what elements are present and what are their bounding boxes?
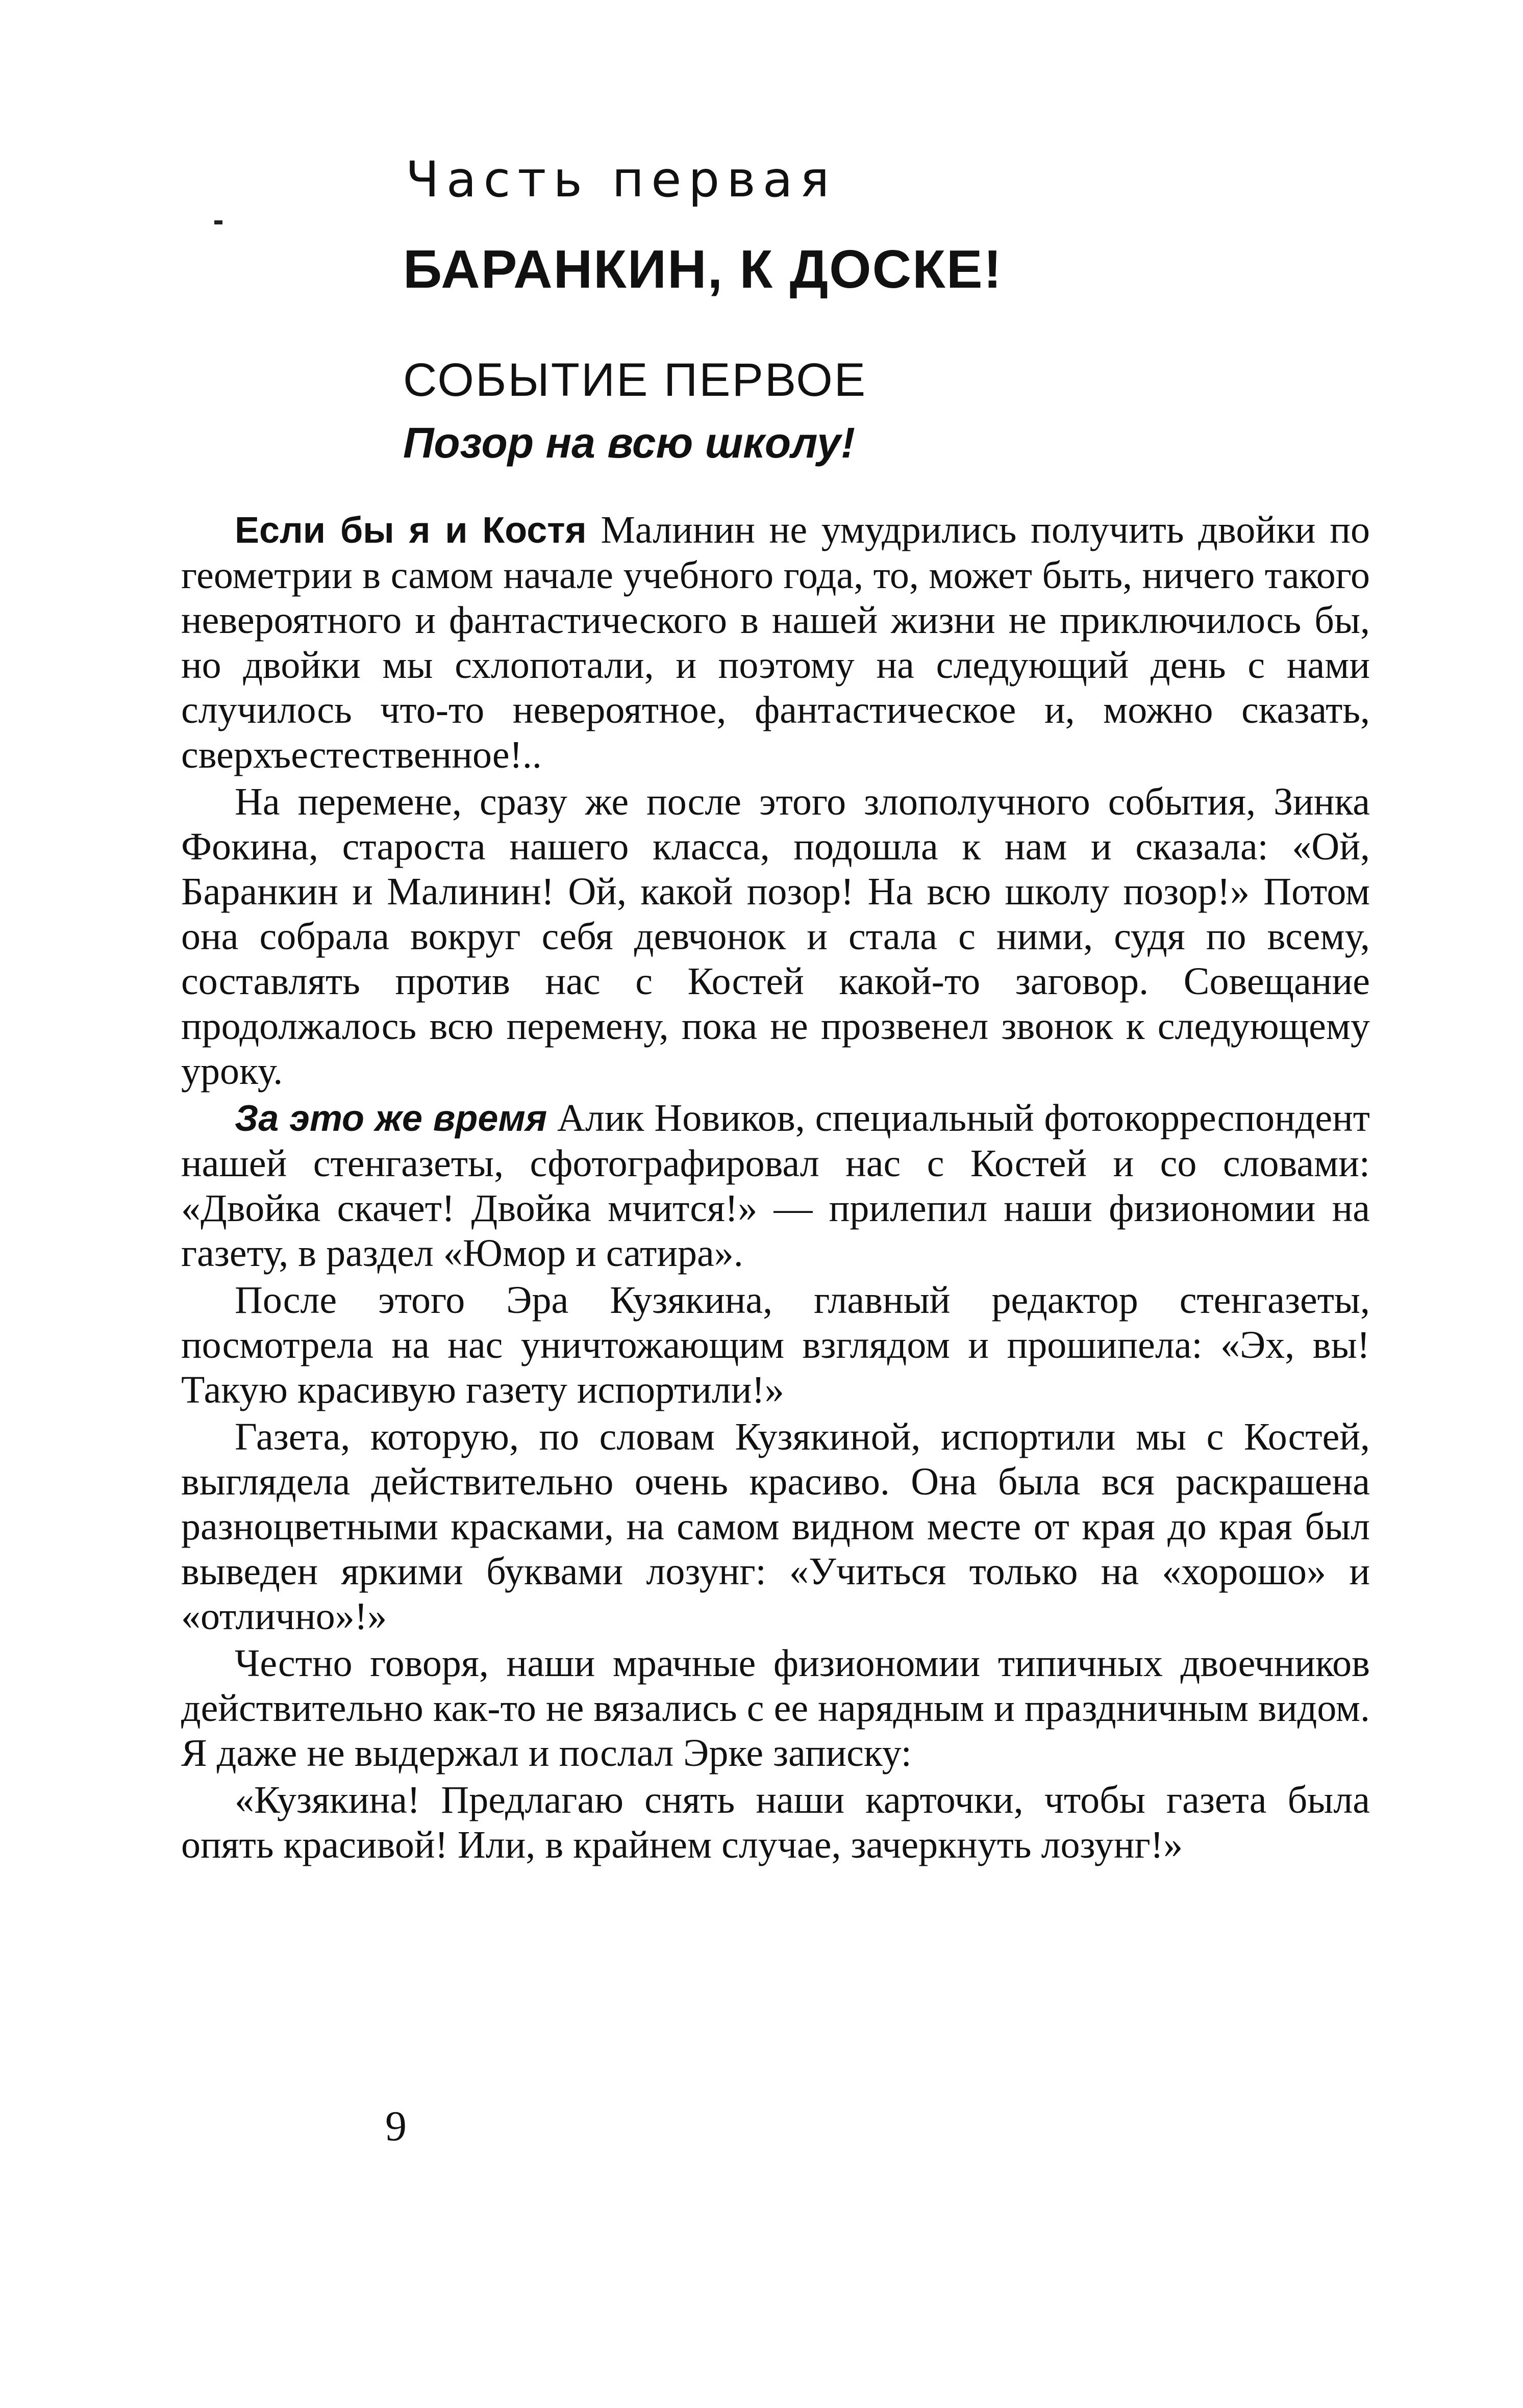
chapter-subtitle: Позор на всю школу!	[403, 419, 855, 467]
paragraph	[181, 779, 1370, 1094]
book-title: БАРАНКИН, К ДОСКЕ!	[403, 239, 1003, 299]
body-text	[181, 508, 1370, 1869]
paragraph-text: Газета, которую, по словам Кузякиной, испортили мы с Костей, выглядела действительно очень красиво. Она была вся раскрашена разноцветными красками, на самом видном месте от края до края был выведен яркими буквами лозунг: «Учиться только на «хорошо» и «отлично»!»	[181, 1415, 1370, 1638]
paragraph-lead-bold: Если бы я и Костя	[235, 510, 587, 551]
ink-speck	[214, 220, 222, 224]
paragraph	[181, 1778, 1370, 1867]
paragraph	[181, 1641, 1370, 1776]
paragraph	[181, 508, 1370, 777]
paragraph-text: «Кузякина! Предлагаю снять наши карточки, чтобы газета была опять красивой! Или, в крайнем случае, зачеркнуть лозунг!»	[181, 1779, 1370, 1866]
part-label: Часть первая	[406, 151, 837, 208]
page-number: 9	[385, 2102, 407, 2150]
paragraph-text: После этого Эра Кузякина, главный редактор стенгазеты, посмотрела на нас уничтожающим взглядом и прошипела: «Эх, вы! Такую красивую газету испортили!»	[181, 1279, 1370, 1411]
paragraph-text: На перемене, сразу же после этого злополучного события, Зинка Фокина, староста нашего класса, подошла к нам и сказала: «Ой, Баранкин и Малинин! Ой, какой позор! На всю школу позор!» Потом она собрала вокруг себя девчонок и стала с ними, судя по всему, составлять против нас с Костей какой-то заговор. Совещание продолжалось всю перемену, пока не прозвенел звонок к следующему уроку.	[181, 780, 1370, 1093]
paragraph-text: Малинин не умудрились получить двойки по геометрии в самом начале учебного года, то, может быть, ничего такого невероятного и фантастического в нашей жизни не приключилось бы, но двойки мы схлопотали, и поэтому на следующий день с нами случилось что-то невероятное, фантастическое и, можно сказать, сверхъестественное!..	[181, 509, 1370, 776]
paragraph-lead-italic: За это же время	[235, 1098, 547, 1139]
paragraph-text: Алик Новиков, специальный фотокорреспондент нашей стенгазеты, сфотографировал нас с Костей и со словами: «Двойка скачет! Двойка мчится!» — прилепил наши физиономии на газету, в раздел «Юмор и сатира».	[181, 1097, 1370, 1275]
chapter-title: СОБЫТИЕ ПЕРВОЕ	[403, 354, 867, 406]
paragraph	[181, 1278, 1370, 1412]
paragraph	[181, 1096, 1370, 1276]
paragraph-text: Честно говоря, наши мрачные физиономии типичных двоечников действительно как-то не вязались с ее нарядным и праздничным видом. Я даже не выдержал и послал Эрке записку:	[181, 1642, 1370, 1775]
paragraph	[181, 1414, 1370, 1639]
